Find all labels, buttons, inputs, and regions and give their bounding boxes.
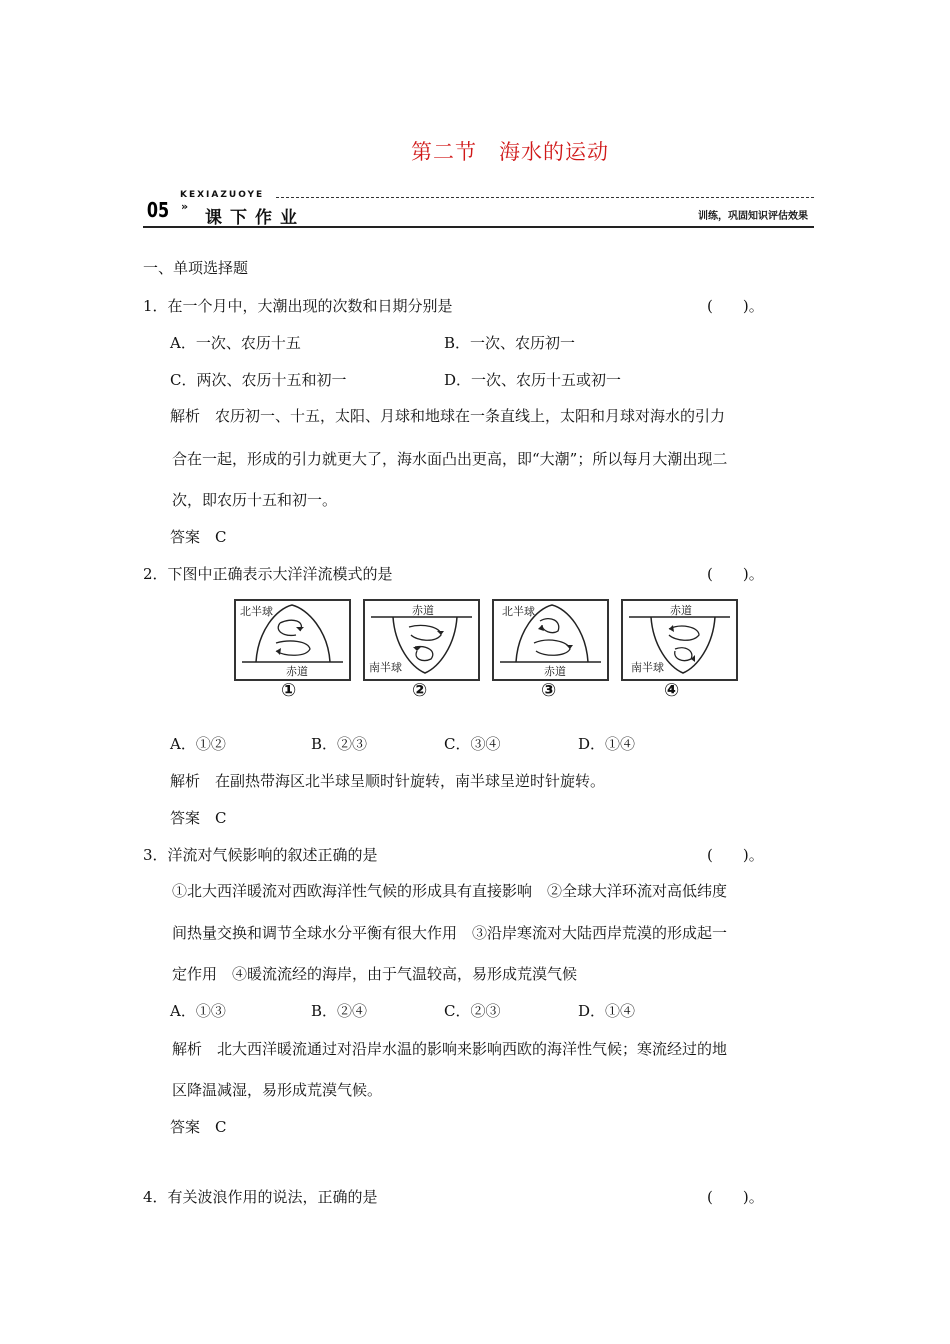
question-1-answer-blank: ( )。 [707, 297, 764, 315]
figure-3-top-text: 北半球 [502, 605, 535, 618]
question-4-stem: 4．有关波浪作用的说法，正确的是 [143, 1188, 378, 1206]
question-3-answer: 答案 C [170, 1118, 227, 1136]
banner-label: 课下作业 [205, 208, 305, 228]
figure-1-bottom-text: 赤道 [286, 665, 308, 678]
figure-3-box [492, 599, 609, 681]
page-title: 第二节 海水的运动 [411, 140, 609, 164]
question-2-option-b: B．②③ [311, 735, 368, 753]
question-3-option-c: C．②③ [444, 1002, 501, 1020]
figure-2-label: ② [412, 680, 428, 701]
figure-4-box [621, 599, 738, 681]
question-2-option-d: D．①④ [578, 735, 636, 753]
figure-2-top-text: 赤道 [412, 604, 434, 617]
figure-4-bottom-text: 南半球 [631, 661, 664, 674]
section-heading: 一、单项选择题 [143, 259, 249, 277]
question-2-option-a: A．①② [170, 735, 226, 753]
figure-3-bottom-text: 赤道 [544, 665, 566, 678]
figure-2-bottom-text: 南半球 [369, 661, 402, 674]
question-1-option-d: D．一次、农历十五或初一 [444, 371, 622, 389]
question-3-body-line-1: ①北大西洋暖流对西欧海洋性气候的形成具有直接影响 ②全球大洋环流对高低纬度 [172, 882, 728, 900]
question-3-body-line-3: 定作用 ④暖流流经的海岸，由于气温较高，易形成荒漠气候 [172, 965, 578, 983]
question-2-analysis: 解析 在副热带海区北半球呈顺时针旋转，南半球呈逆时针旋转。 [170, 772, 606, 790]
banner-right-text: 训练，巩固知识评估效果 [698, 211, 808, 222]
question-2-answer: 答案 C [170, 809, 227, 827]
question-3-option-b: B．②④ [311, 1002, 368, 1020]
figure-1-top-text: 北半球 [240, 605, 273, 618]
banner-pinyin: KEXIAZUOYE [180, 190, 265, 200]
question-1-option-a: A．一次、农历十五 [170, 334, 301, 352]
question-3-analysis-line-2: 区降温减湿，易形成荒漠气候。 [172, 1081, 383, 1099]
figure-2-box [363, 599, 480, 681]
question-3-stem: 3．洋流对气候影响的叙述正确的是 [143, 846, 378, 864]
question-1-answer: 答案 C [170, 528, 227, 546]
figure-3-label: ③ [541, 680, 557, 701]
figure-4-top-text: 赤道 [670, 604, 692, 617]
question-3-body-line-2: 间热量交换和调节全球水分平衡有很大作用 ③沿岸寒流对大陆西岸荒漠的形成起一 [172, 924, 728, 942]
figure-1-label: ① [281, 680, 297, 701]
question-1-option-b: B．一次、农历初一 [444, 334, 576, 352]
banner-arrow-icon: » [181, 200, 189, 213]
question-3-analysis-line-1: 解析 北大西洋暖流通过对沿岸水温的影响来影响西欧的海洋性气候；寒流经过的地 [172, 1040, 728, 1058]
question-3-option-a: A．①③ [170, 1002, 226, 1020]
question-1-analysis-line-1: 解析 农历初一、十五，太阳、月球和地球在一条直线上，太阳和月球对海水的引力 [170, 407, 726, 425]
banner-rule [143, 226, 814, 228]
question-4-answer-blank: ( )。 [707, 1188, 764, 1206]
question-2-option-c: C．③④ [444, 735, 501, 753]
question-1-stem: 1．在一个月中，大潮出现的次数和日期分别是 [143, 297, 453, 315]
banner-number: 05 [146, 198, 170, 222]
figure-1-box [234, 599, 351, 681]
question-1-analysis-line-3: 次，即农历十五和初一。 [172, 491, 338, 509]
question-3-answer-blank: ( )。 [707, 846, 764, 864]
figure-4-label: ④ [664, 680, 680, 701]
banner-number-box [143, 194, 173, 226]
question-3-option-d: D．①④ [578, 1002, 636, 1020]
question-1-option-c: C．两次、农历十五和初一 [170, 371, 347, 389]
banner-dashed-rule [276, 197, 814, 198]
question-2-stem: 2．下图中正确表示大洋洋流模式的是 [143, 565, 393, 583]
question-1-analysis-line-2: 合在一起，形成的引力就更大了，海水面凸出更高，即“大潮”；所以每月大潮出现二 [172, 450, 728, 468]
question-2-answer-blank: ( )。 [707, 565, 764, 583]
